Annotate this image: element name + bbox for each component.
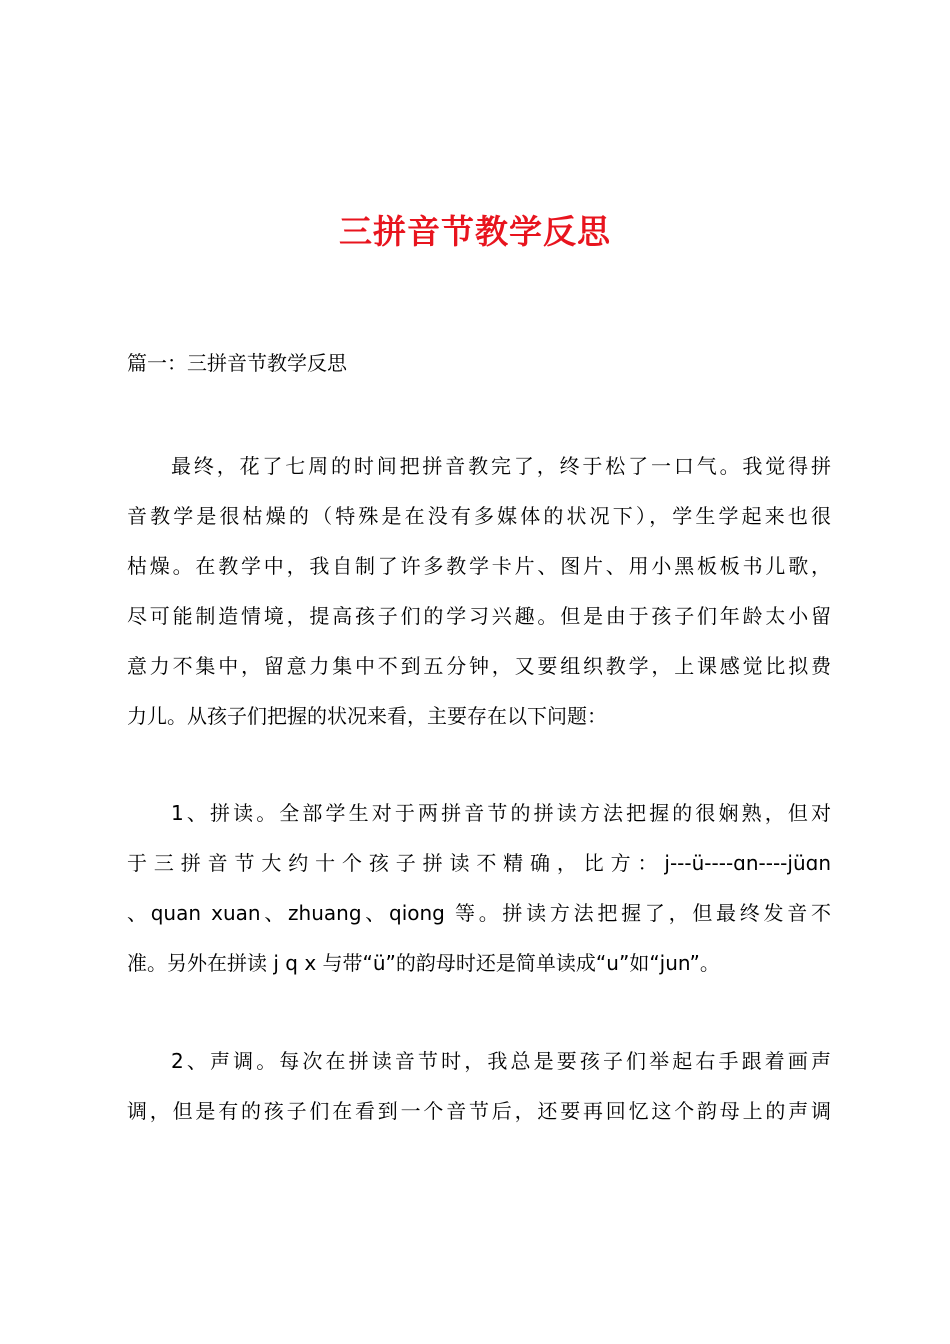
document-title: 三拼音节教学反思	[339, 212, 611, 251]
paragraph-line: 力儿。从孩子们把握的状况来看，主要存在以下问题：	[127, 704, 607, 728]
paragraph-line: 、quan xuan、zhuang、qiong 等。拼读方法把握了，但最终发音不	[127, 901, 831, 925]
paragraph-line: 音教学是很枯燥的（特殊是在没有多媒体的状况下），学生学起来也很	[127, 504, 831, 528]
paragraph-line: 2、声调。每次在拼读音节时，我总是要孩子们举起右手跟着画声	[171, 1049, 831, 1073]
paragraph-1	[127, 441, 831, 741]
paragraph-line: 调，但是有的孩子们在看到一个音节后，还要再回忆这个韵母上的声调	[127, 1099, 831, 1123]
paragraph-line: 1、拼读。全部学生对于两拼音节的拼读方法把握的很娴熟，但对	[171, 801, 831, 825]
paragraph-2	[127, 788, 831, 988]
paragraph-line: 意力不集中，留意力集中不到五分钟，又要组织教学，上课感觉比拟费	[127, 654, 831, 678]
paragraph-line: 最终，花了七周的时间把拼音教完了，终于松了一口气。我觉得拼	[171, 454, 831, 478]
paragraph-line: 尽可能制造情境，提高孩子们的学习兴趣。但是由于孩子们年龄太小留	[127, 604, 831, 628]
paragraph-line: 于三拼音节大约十个孩子拼读不精确，比方：j---ü----ɑn----jüɑn	[127, 851, 831, 875]
paragraph-line: 准。另外在拼读 j q x 与带“ü”的韵母时还是简单读成“u”如“jun”。	[127, 951, 720, 975]
paragraph-3	[127, 1036, 831, 1136]
section-heading: 篇一：三拼音节教学反思	[127, 351, 347, 375]
paragraph-line: 枯燥。在教学中，我自制了许多教学卡片、图片、用小黑板板书儿歌，	[127, 554, 831, 578]
